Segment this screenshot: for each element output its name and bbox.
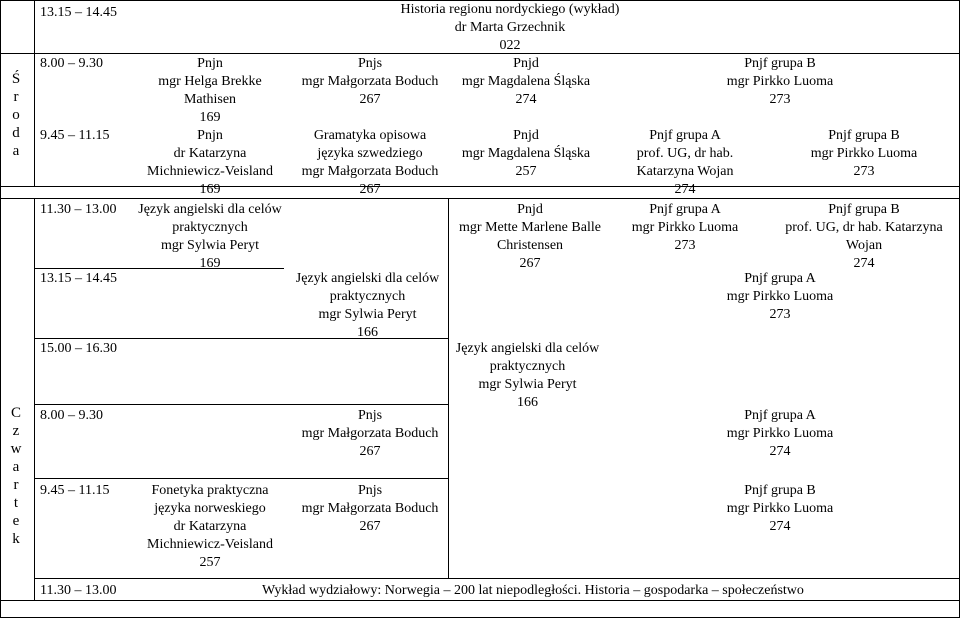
time-slot: 13.15 – 14.45 bbox=[40, 5, 117, 20]
class-block: Pnjf grupa A prof. UG, dr hab. Katarzyna Wojan 274 bbox=[636, 128, 734, 197]
class-block: Pnjf grupa B mgr Pirkko Luoma 274 bbox=[726, 483, 834, 534]
class-block: Gramatyka opisowa języka szwedziego mgr Małgorzata Boduch 267 bbox=[301, 128, 439, 197]
grid-line bbox=[34, 0, 35, 186]
lecture-room: 022 bbox=[499, 38, 521, 53]
time-slot: 9.45 – 11.15 bbox=[40, 483, 110, 498]
faculty-lecture: Wykład wydziałowy: Norwegia – 200 lat niepodległości. Historia – gospodarka – społeczeństwo bbox=[262, 583, 804, 598]
class-block: Pnjf grupa A mgr Pirkko Luoma 273 bbox=[726, 271, 834, 322]
class-block: Pnjd mgr Magdalena Śląska 257 bbox=[461, 128, 591, 179]
day-label-czwartek: C z w a r t e k bbox=[10, 405, 22, 547]
grid-line bbox=[34, 478, 448, 479]
time-slot: 8.00 – 9.30 bbox=[40, 56, 103, 71]
grid-line bbox=[0, 0, 1, 618]
class-block: Pnjd mgr Mette Marlene Balle Christensen 267 bbox=[459, 202, 601, 271]
time-slot: 9.45 – 11.15 bbox=[40, 128, 110, 143]
class-block: Pnjf grupa B mgr Pirkko Luoma 273 bbox=[726, 56, 834, 107]
class-block: Pnjs mgr Małgorzata Boduch 267 bbox=[301, 483, 439, 534]
time-slot: 11.30 – 13.00 bbox=[40, 583, 117, 598]
time-slot: 13.15 – 14.45 bbox=[40, 271, 117, 286]
class-block: Pnjf grupa B prof. UG, dr hab. Katarzyna Wojan 274 bbox=[785, 202, 943, 271]
class-block: Język angielski dla celów praktycznych mgr Sylwia Peryt 166 bbox=[455, 341, 600, 410]
class-block: Pnjs mgr Małgorzata Boduch 267 bbox=[301, 56, 439, 107]
lecture-title: Historia regionu nordyckiego (wykład) bbox=[400, 2, 620, 17]
grid-line bbox=[0, 600, 960, 601]
grid-line bbox=[34, 404, 448, 405]
class-block: Język angielski dla celów praktycznych mgr Sylwia Peryt 169 bbox=[138, 202, 282, 271]
class-block: Fonetyka praktyczna języka norweskiego dr Katarzyna Michniewicz-Veisland 257 bbox=[147, 483, 273, 570]
class-block: Pnjs mgr Małgorzata Boduch 267 bbox=[301, 408, 439, 459]
lecture-teacher: dr Marta Grzechnik bbox=[454, 20, 566, 35]
class-block: Pnjf grupa A mgr Pirkko Luoma 274 bbox=[726, 408, 834, 459]
class-block: Pnjn mgr Helga Brekke Mathisen 169 bbox=[158, 56, 262, 125]
day-label-sroda: Ś r o d a bbox=[11, 71, 21, 159]
class-block: Pnjd mgr Magdalena Śląska 274 bbox=[461, 56, 591, 107]
time-slot: 15.00 – 16.30 bbox=[40, 341, 117, 356]
time-slot: 11.30 – 13.00 bbox=[40, 202, 117, 217]
grid-line bbox=[34, 578, 960, 579]
class-block: Język angielski dla celów praktycznych mgr Sylwia Peryt 166 bbox=[295, 271, 440, 340]
class-block: Pnjn dr Katarzyna Michniewicz-Veisland 169 bbox=[147, 128, 273, 197]
grid-line bbox=[34, 198, 35, 600]
lecture-block bbox=[380, 1, 640, 55]
class-block: Pnjf grupa B mgr Pirkko Luoma 273 bbox=[810, 128, 918, 179]
time-slot: 8.00 – 9.30 bbox=[40, 408, 103, 423]
class-block: Pnjf grupa A mgr Pirkko Luoma 273 bbox=[631, 202, 739, 253]
